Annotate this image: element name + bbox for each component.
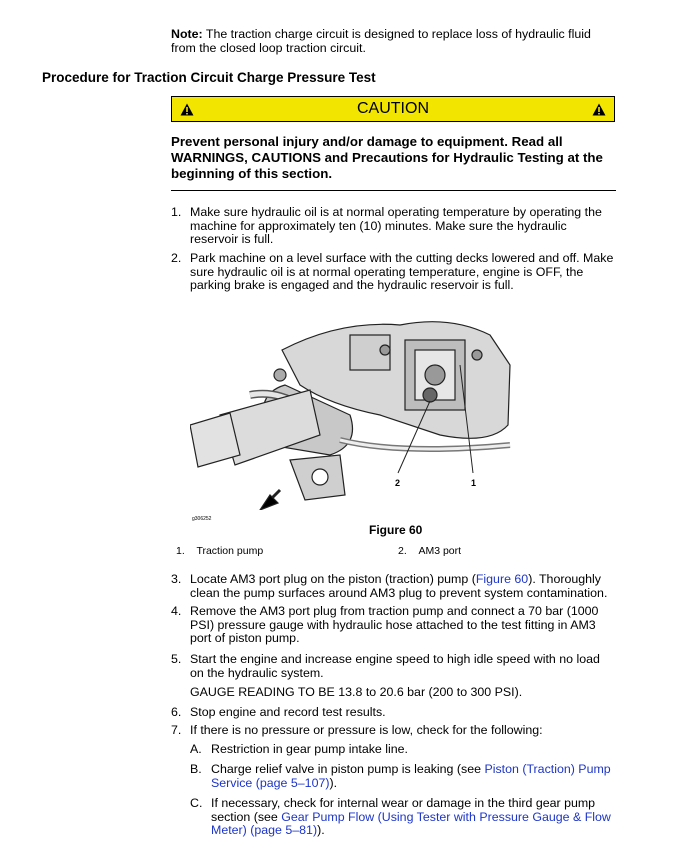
step-text: Start the engine and increase engine speed to high idle speed with no load on the hydraulic system. — [190, 652, 600, 680]
note-paragraph — [171, 27, 616, 55]
step-number: 2. — [171, 251, 182, 265]
gauge-reading: GAUGE READING TO BE 13.8 to 20.6 bar (200 to 300 PSI). — [190, 685, 523, 699]
step-number: 5. — [171, 652, 182, 666]
step-text: Locate AM3 port plug on the piston (traction) pump ( — [190, 572, 476, 586]
step-text: Make sure hydraulic oil is at normal operating temperature by operating the machine for approximately ten (10) minutes. Make sure the hydraulic reservoir is full. — [190, 205, 602, 246]
caution-title: CAUTION — [357, 100, 429, 117]
step-number: 7. — [171, 723, 182, 737]
step-text: Stop engine and record test results. — [190, 705, 386, 719]
figure-code: g306252 — [192, 516, 212, 522]
substep-letter: A. — [190, 742, 202, 756]
legend-label: AM3 port — [418, 545, 462, 557]
step-text: ). Thoroughly clean the pump surfaces around AM3 plug to prevent system contamination. — [190, 572, 608, 600]
legend-label: Traction pump — [196, 545, 264, 557]
legend-item-2 — [398, 545, 461, 557]
traction-pump-illustration — [190, 295, 522, 510]
step-text: Remove the AM3 port plug from traction pump and connect a 70 bar (1000 PSI) pressure gauge with hydraulic hose attached to the test fitting in AM3 port of piston pump. — [190, 604, 599, 645]
legend-number: 2. — [398, 545, 407, 557]
gear-pump-flow-link[interactable]: Gear Pump Flow (Using Tester with Pressure Gauge & Flow Meter) (page 5–81) — [211, 809, 611, 837]
substep-text: Restriction in gear pump intake line. — [211, 742, 408, 756]
substep-letter: B. — [190, 762, 202, 776]
note-text: The traction charge circuit is designed to replace loss of hydraulic fluid from the closed loop traction circuit. — [171, 27, 591, 55]
legend-number: 1. — [176, 545, 185, 557]
figure-caption: Figure 60 — [369, 523, 423, 537]
step-number: 4. — [171, 604, 182, 618]
substep-text: If necessary, check for internal wear or damage in the third gear pump section (see — [211, 796, 596, 824]
substep-text: ). — [317, 823, 325, 837]
step-text: If there is no pressure or pressure is low, check for the following: — [190, 723, 543, 737]
callout-2: 2 — [395, 478, 401, 488]
figure-60-link[interactable]: Figure 60 — [475, 572, 529, 586]
legend-item-1 — [176, 545, 263, 557]
substep-text: Charge relief valve in piston pump is leaking (see — [211, 762, 485, 776]
piston-pump-service-link[interactable]: Piston (Traction) Pump Service (page 5–107) — [211, 762, 611, 790]
step-text: Park machine on a level surface with the cutting decks lowered and off. Make sure hydraulic oil is at normal operating temperature, engine is OFF, the parking brake is engaged and the hydraulic reservoir is full. — [190, 251, 614, 292]
callout-1: 1 — [471, 478, 477, 488]
step-number: 3. — [171, 572, 182, 586]
note-label: Note: — [171, 27, 203, 41]
step-number: 6. — [171, 705, 182, 719]
caution-banner — [171, 96, 615, 122]
step-number: 1. — [171, 205, 182, 219]
substep-letter: C. — [190, 796, 203, 810]
substep-text: ). — [329, 775, 338, 790]
procedure-heading: Procedure for Traction Circuit Charge Pressure Test — [42, 70, 376, 85]
divider — [171, 190, 616, 191]
warning-triangle-icon — [592, 103, 606, 116]
caution-message: Prevent personal injury and/or damage to equipment. Read all WARNINGS, CAUTIONS and Precautions for Hydraulic Testing at the beginning of this section. — [171, 134, 603, 181]
